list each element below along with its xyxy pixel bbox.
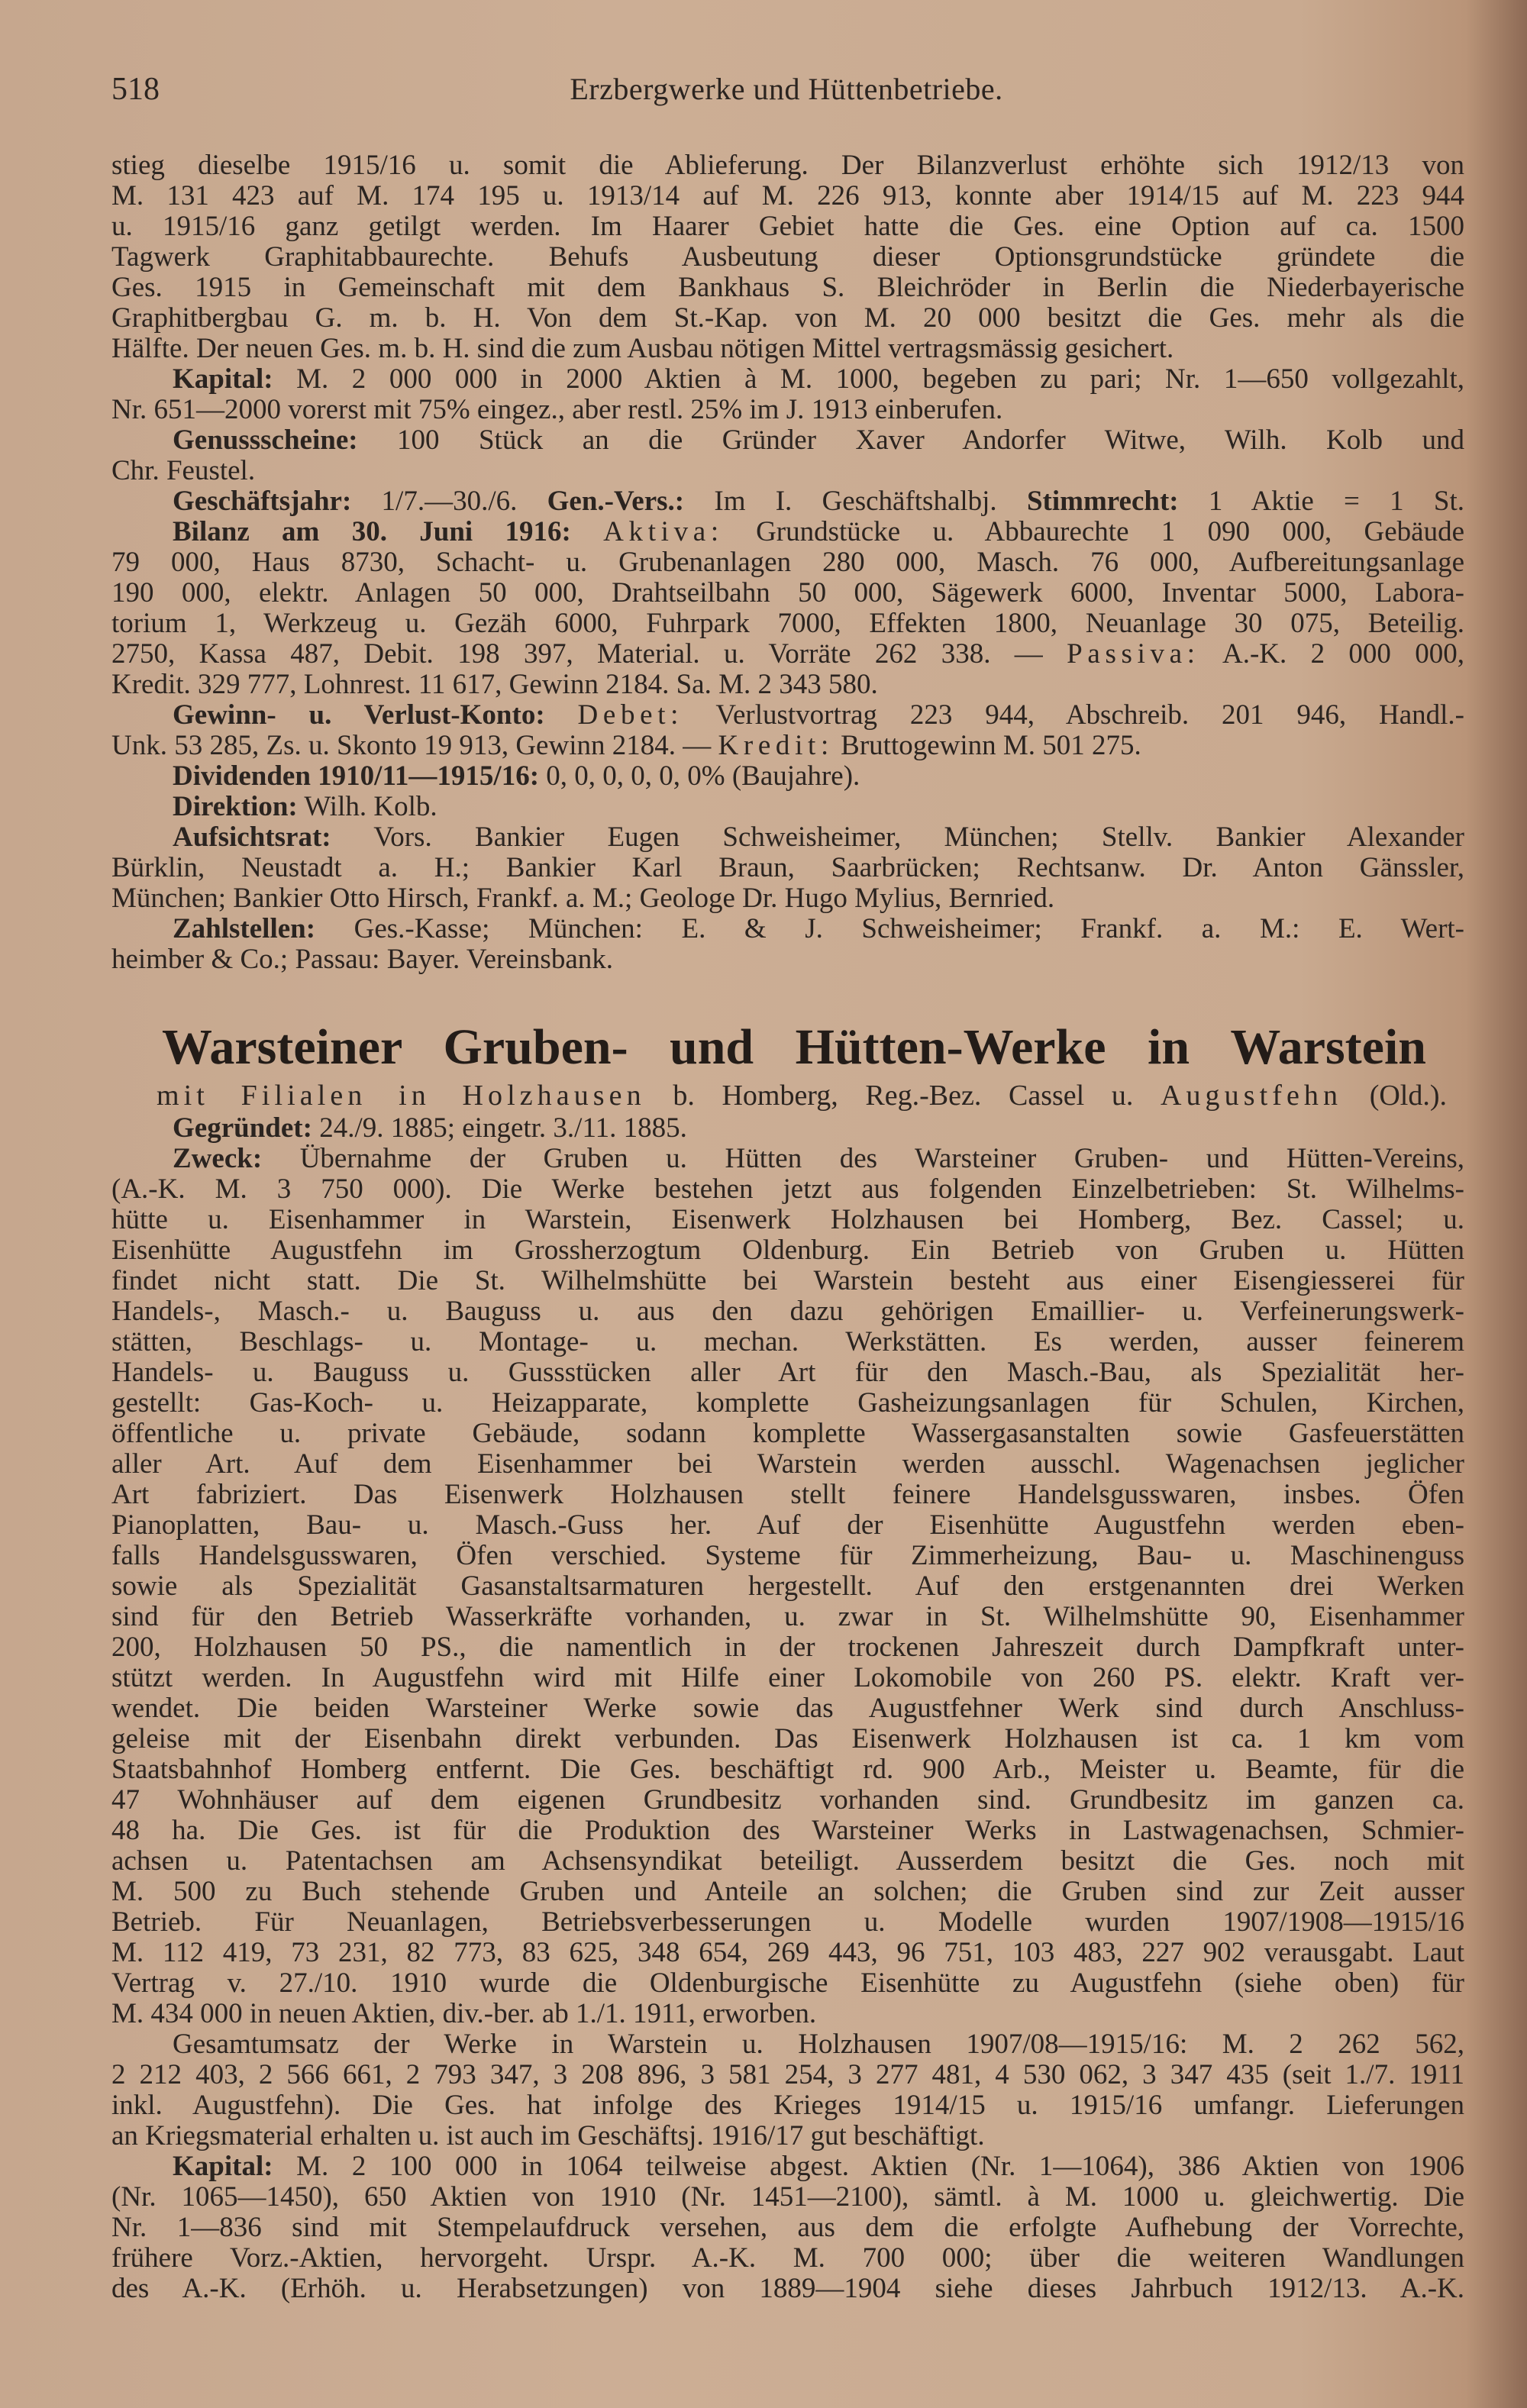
text-line [111, 334, 1464, 364]
text-run: Art fabriziert. Das Eisenwerk Holzhausen stellt feinere Handelsgusswaren, insbes. Öfen [111, 1480, 1464, 1510]
field-label: Geschäftsjahr: [173, 486, 352, 517]
text-run: Vors. Bankier Eugen Schweisheimer, München; Stellv. Bankier Alexander [331, 822, 1464, 853]
text-run: Graphitbergbau G. m. b. H. Von dem St.-Kap. von M. 20 000 besitzt die Ges. mehr als die [111, 303, 1464, 334]
text-line [111, 1480, 1464, 1510]
text-line [111, 1388, 1464, 1419]
text-run [545, 700, 578, 731]
text-run: Grundstücke u. Abbaurechte 1 090 000, Gebäude [723, 517, 1464, 547]
text-run: 1/7.—30./6. [351, 486, 547, 517]
text-line [111, 1235, 1464, 1266]
text-line [111, 1510, 1464, 1541]
text-run: Wilh. Kolb. [297, 792, 437, 822]
text-run: Chr. Feustel. [111, 456, 256, 486]
text-line [111, 1327, 1464, 1357]
text-run: Verlustvortrag 223 944, Abschreib. 201 946, Handl.- [683, 700, 1464, 731]
text-run: stützt werden. In Augustfehn wird mit Hilfe einer Lokomobile von 260 PS. elektr. Kraft ver- [111, 1663, 1464, 1693]
running-title: Erzbergwerke und Hüttenbetriebe. [570, 72, 1003, 106]
text-run: 24./9. 1885; eingetr. 3./11. 1885. [312, 1113, 687, 1144]
text-line [111, 364, 1464, 395]
text-run: M. 2 100 000 in 1064 teilweise abgest. Aktien (Nr. 1—1064), 386 Aktien von 1906 [273, 2151, 1464, 2182]
text-run: öffentliche u. private Gebäude, sodann komplette Wassergasanstalten sowie Gasfeuerstätten [111, 1419, 1464, 1449]
text-run: 48 ha. Die Ges. ist für die Produktion des Warsteiner Werks in Lastwagenachsen, Schmier- [111, 1816, 1464, 1846]
text-line [111, 608, 1464, 639]
text-line [111, 2060, 1464, 2090]
subtitle-part: (Old.). [1342, 1080, 1447, 1112]
field-label: Zweck: [173, 1144, 263, 1174]
text-line [111, 1296, 1464, 1327]
text-run: hütte u. Eisenhammer in Warstein, Eisenwerk Holzhausen bei Homberg, Bez. Cassel; u. [111, 1205, 1464, 1235]
text-line [111, 1938, 1464, 1968]
text-run: Bruttogewinn M. 501 275. [833, 731, 1141, 761]
text-run: Ges. 1915 in Gemeinschaft mit dem Bankhaus S. Bleichröder in Berlin die Niederbayerische [111, 273, 1464, 303]
field-label: Zahlstellen: [173, 914, 316, 944]
field-label: Kapital: [173, 364, 273, 395]
field-label: Dividenden 1910/11—1915/16: [173, 761, 540, 792]
spaced-label: Passiva: [1067, 639, 1200, 670]
text-line [111, 456, 1464, 486]
text-line [111, 1357, 1464, 1388]
text-run: 100 Stück an die Gründer Xaver Andorfer Witwe, Wilh. Kolb und [357, 425, 1464, 456]
text-run: falls Handelsgusswaren, Öfen verschied. Systeme für Zimmerheizung, Bau- u. Maschinenguss [111, 1541, 1464, 1571]
text-line [111, 2213, 1464, 2243]
field-label: Direktion: [173, 792, 298, 822]
text-run: Nr. 651—2000 vorerst mit 75% eingez., aber restl. 25% im J. 1913 einberufen. [111, 395, 1003, 425]
field-label: Kapital: [173, 2151, 273, 2182]
warsteiner-company-entry [111, 1113, 1464, 2304]
text-run: u. 1915/16 ganz getilgt werden. Im Haarer Gebiet hatte die Ges. eine Option auf ca. 1500 [111, 211, 1464, 242]
text-line [111, 1449, 1464, 1480]
subtitle-part: b. Homberg, Reg.-Bez. Cassel u. [645, 1080, 1161, 1112]
text-run: wendet. Die beiden Warsteiner Werke sowie das Augustfehner Werk sind durch Anschluss- [111, 1693, 1464, 1724]
text-line [111, 914, 1464, 944]
text-line [111, 670, 1464, 700]
text-run: 79 000, Haus 8730, Schacht- u. Grubenanlagen 280 000, Masch. 76 000, Aufbereitungsanlage [111, 547, 1464, 578]
text-run: München; Bankier Otto Hirsch, Frankf. a. M.; Geologe Dr. Hugo Mylius, Bernried. [111, 883, 1055, 914]
text-line [111, 2274, 1464, 2304]
text-line [111, 1113, 1464, 1144]
text-run: M. 2 000 000 in 2000 Aktien à M. 1000, begeben zu pari; Nr. 1—650 vollgezahlt, [273, 364, 1464, 395]
text-run: stieg dieselbe 1915/16 u. somit die Ablieferung. Der Bilanzverlust erhöhte sich 1912/13 von [111, 150, 1464, 181]
field-label: Gegründet: [173, 1113, 312, 1144]
text-line [111, 150, 1464, 181]
text-line [111, 1846, 1464, 1877]
text-line [111, 1816, 1464, 1846]
text-run: Eisenhütte Augustfehn im Grossherzogtum Oldenburg. Ein Betrieb von Gruben u. Hütten [111, 1235, 1464, 1266]
text-run: Handels- u. Bauguss u. Gussstücken aller Art für den Masch.-Bau, als Spezialität her- [111, 1357, 1464, 1388]
text-run: 47 Wohnhäuser auf dem eigenen Grundbesitz vorhanden sind. Grundbesitz im ganzen ca. [111, 1785, 1464, 1816]
text-line [111, 639, 1464, 670]
text-line [111, 2243, 1464, 2274]
text-line [111, 425, 1464, 456]
text-line [111, 2151, 1464, 2182]
field-label: Gewinn- u. Verlust-Konto: [173, 700, 545, 731]
text-run: M. 434 000 in neuen Aktien, div.-ber. ab 1./1. 1911, erworben. [111, 1999, 817, 2029]
text-line [111, 1571, 1464, 1602]
text-line [111, 547, 1464, 578]
text-run: Handels-, Masch.- u. Bauguss u. aus den dazu gehörigen Emaillier- u. Verfeinerungswerk- [111, 1296, 1464, 1327]
text-run: M. 131 423 auf M. 174 195 u. 1913/14 auf M. 226 913, konnte aber 1914/15 auf M. 223 944 [111, 181, 1464, 211]
field-label: Genussscheine: [173, 425, 358, 456]
text-line [111, 700, 1464, 731]
text-run: Staatsbahnhof Homberg entfernt. Die Ges. beschäftigt rd. 900 Arb., Meister u. Beamte, für die [111, 1754, 1464, 1785]
text-run: Ges.-Kasse; München: E. & J. Schweisheimer; Frankf. a. M.: E. Wert- [315, 914, 1464, 944]
text-run: sowie als Spezialität Gasanstaltsarmaturen hergestellt. Auf den erstgenannten drei Werken [111, 1571, 1464, 1602]
text-run: 200, Holzhausen 50 PS., die namentlich in der trockenen Jahreszeit durch Dampfkraft unter- [111, 1632, 1464, 1663]
field-label: Bilanz am 30. Juni 1916: [173, 517, 571, 547]
text-run: Vertrag v. 27./10. 1910 wurde die Oldenburgische Eisenhütte zu Augustfehn (siehe oben) für [111, 1968, 1464, 1999]
subtitle-part: Augustfehn [1160, 1080, 1343, 1112]
text-line [111, 2090, 1464, 2121]
text-line [111, 1785, 1464, 1816]
text-line [111, 792, 1464, 822]
text-run: 190 000, elektr. Anlagen 50 000, Drahtseilbahn 50 000, Sägewerk 6000, Inventar 5000, Labora- [111, 578, 1464, 608]
text-run: torium 1, Werkzeug u. Gezäh 6000, Fuhrpark 7000, Effekten 1800, Neuanlage 30 075, Beteilig. [111, 608, 1464, 639]
text-line [111, 1205, 1464, 1235]
text-line [111, 181, 1464, 211]
text-run: Kredit. 329 777, Lohnrest. 11 617, Gewinn 2184. Sa. M. 2 343 580. [111, 670, 878, 700]
text-run [571, 517, 603, 547]
text-run: M. 500 zu Buch stehende Gruben und Anteile an solchen; die Gruben sind zur Zeit ausser [111, 1877, 1464, 1907]
text-line [111, 1877, 1464, 1907]
text-line [111, 2121, 1464, 2151]
text-line [111, 1144, 1464, 1174]
spaced-label: Debet: [577, 700, 684, 731]
text-line [111, 395, 1464, 425]
text-line [111, 1999, 1464, 2029]
company-title: Warsteiner Gruben- und Hütten-Werke in Warstein [162, 1019, 1426, 1075]
text-run: M. 112 419, 73 231, 82 773, 83 625, 348 654, 269 443, 96 751, 103 483, 227 902 verausgabt. Laut [111, 1938, 1464, 1968]
text-line [111, 1663, 1464, 1693]
text-line [111, 1602, 1464, 1632]
text-run: heimber & Co.; Passau: Bayer. Vereinsbank. [111, 944, 613, 975]
text-run: Gesamtumsatz der Werke in Warstein u. Holzhausen 1907/08—1915/16: M. 2 262 562, [173, 2029, 1464, 2060]
text-line [111, 1907, 1464, 1938]
text-run: aller Art. Auf dem Eisenhammer bei Warstein werden ausschl. Wagenachsen jeglicher [111, 1449, 1464, 1480]
field-label: Gen.-Vers.: [547, 486, 685, 517]
text-run: (A.-K. M. 3 750 000). Die Werke bestehen jetzt aus folgenden Einzelbetrieben: St. Wilhelms- [111, 1174, 1464, 1205]
text-line [111, 1968, 1464, 1999]
text-run: Unk. 53 285, Zs. u. Skonto 19 913, Gewinn 2184. — [111, 731, 718, 761]
text-run: (Nr. 1065—1450), 650 Aktien von 1910 (Nr. 1451—2100), sämtl. à M. 1000 u. gleichwertig. Die [111, 2182, 1464, 2213]
text-run: 2750, Kassa 487, Debit. 198 397, Material. u. Vorräte 262 338. — [111, 639, 1067, 670]
text-line [111, 2182, 1464, 2213]
text-run: Übernahme der Gruben u. Hütten des Warsteiner Gruben- und Hütten-Vereins, [262, 1144, 1464, 1174]
text-run: 1 Aktie = 1 St. [1178, 486, 1464, 517]
text-line [111, 761, 1464, 792]
text-run: gestellt: Gas-Koch- u. Heizapparate, komplette Gasheizungsanlagen für Schulen, Kirchen, [111, 1388, 1464, 1419]
text-line [111, 211, 1464, 242]
company-subtitle [157, 1078, 1447, 1113]
text-run: 2 212 403, 2 566 661, 2 793 347, 3 208 896, 3 581 254, 3 277 481, 4 530 062, 3 347 435 (seit 1./7. 1911 [111, 2060, 1464, 2090]
text-line [111, 1693, 1464, 1724]
text-line [111, 731, 1464, 761]
text-run: inkl. Augustfehn). Die Ges. hat infolge des Krieges 1914/15 u. 1915/16 umfangr. Lieferungen [111, 2090, 1464, 2121]
spaced-label: Kredit: [718, 731, 834, 761]
subtitle-part: mit Filialen in Holzhausen [157, 1080, 646, 1112]
field-label: Aufsichtsrat: [173, 822, 331, 853]
text-run: stätten, Beschlags- u. Montage- u. mechan. Werkstätten. Es werden, ausser feinerem [111, 1327, 1464, 1357]
text-line [111, 486, 1464, 517]
continued-company-entry [111, 150, 1464, 975]
text-line [111, 242, 1464, 273]
text-run: Betrieb. Für Neuanlagen, Betriebsverbesserungen u. Modelle wurden 1907/1908—1915/16 [111, 1907, 1464, 1938]
page-number: 518 [111, 72, 160, 107]
text-run: findet nicht statt. Die St. Wilhelmshütte bei Warstein besteht aus einer Eisengiesserei für [111, 1266, 1464, 1296]
text-run: sind für den Betrieb Wasserkräfte vorhanden, u. zwar in St. Wilhelmshütte 90, Eisenhammer [111, 1602, 1464, 1632]
text-line [111, 2029, 1464, 2060]
text-line [111, 1174, 1464, 1205]
text-line [111, 883, 1464, 914]
text-line [111, 517, 1464, 547]
text-run: Pianoplatten, Bau- u. Masch.-Guss her. Auf der Eisenhütte Augustfehn werden eben- [111, 1510, 1464, 1541]
text-line [111, 1724, 1464, 1754]
text-line [111, 1266, 1464, 1296]
text-run: geleise mit der Eisenbahn direkt verbunden. Das Eisenwerk Holzhausen ist ca. 1 km vom [111, 1724, 1464, 1754]
text-line [111, 1419, 1464, 1449]
text-line [111, 303, 1464, 334]
text-run: 0, 0, 0, 0, 0, 0% (Baujahre). [539, 761, 860, 792]
text-line [111, 578, 1464, 608]
text-run: des A.-K. (Erhöh. u. Herabsetzungen) von 1889—1904 siehe dieses Jahrbuch 1912/13. A.-K. [111, 2274, 1464, 2304]
text-line [111, 944, 1464, 975]
spaced-label: Aktiva: [603, 517, 724, 547]
text-line [111, 1632, 1464, 1663]
text-run: Hälfte. Der neuen Ges. m. b. H. sind die zum Ausbau nötigen Mittel vertragsmässig gesichert. [111, 334, 1174, 364]
text-run: an Kriegsmaterial erhalten u. ist auch im Geschäftsj. 1916/17 gut beschäftigt. [111, 2121, 985, 2151]
text-line [111, 822, 1464, 853]
text-run: Nr. 1—836 sind mit Stempelaufdruck versehen, aus dem die erfolgte Aufhebung der Vorrechte, [111, 2213, 1464, 2243]
field-label: Stimmrecht: [1026, 486, 1179, 517]
text-run: Bürklin, Neustadt a. H.; Bankier Karl Braun, Saarbrücken; Rechtsanw. Dr. Anton Gänssler, [111, 853, 1464, 883]
text-run: achsen u. Patentachsen am Achsensyndikat beteiligt. Ausserdem besitzt die Ges. noch mit [111, 1846, 1464, 1877]
text-line [111, 1541, 1464, 1571]
text-run: A.-K. 2 000 000, [1199, 639, 1464, 670]
text-run: Im I. Geschäftshalbj. [684, 486, 1027, 517]
text-run: frühere Vorz.-Aktien, hervorgeht. Urspr. A.-K. M. 700 000; über die weiteren Wandlungen [111, 2243, 1464, 2274]
text-line [111, 1754, 1464, 1785]
text-line [111, 853, 1464, 883]
text-line [111, 273, 1464, 303]
text-run: Tagwerk Graphitabbaurechte. Behufs Ausbeutung dieser Optionsgrundstücke gründete die [111, 242, 1464, 273]
